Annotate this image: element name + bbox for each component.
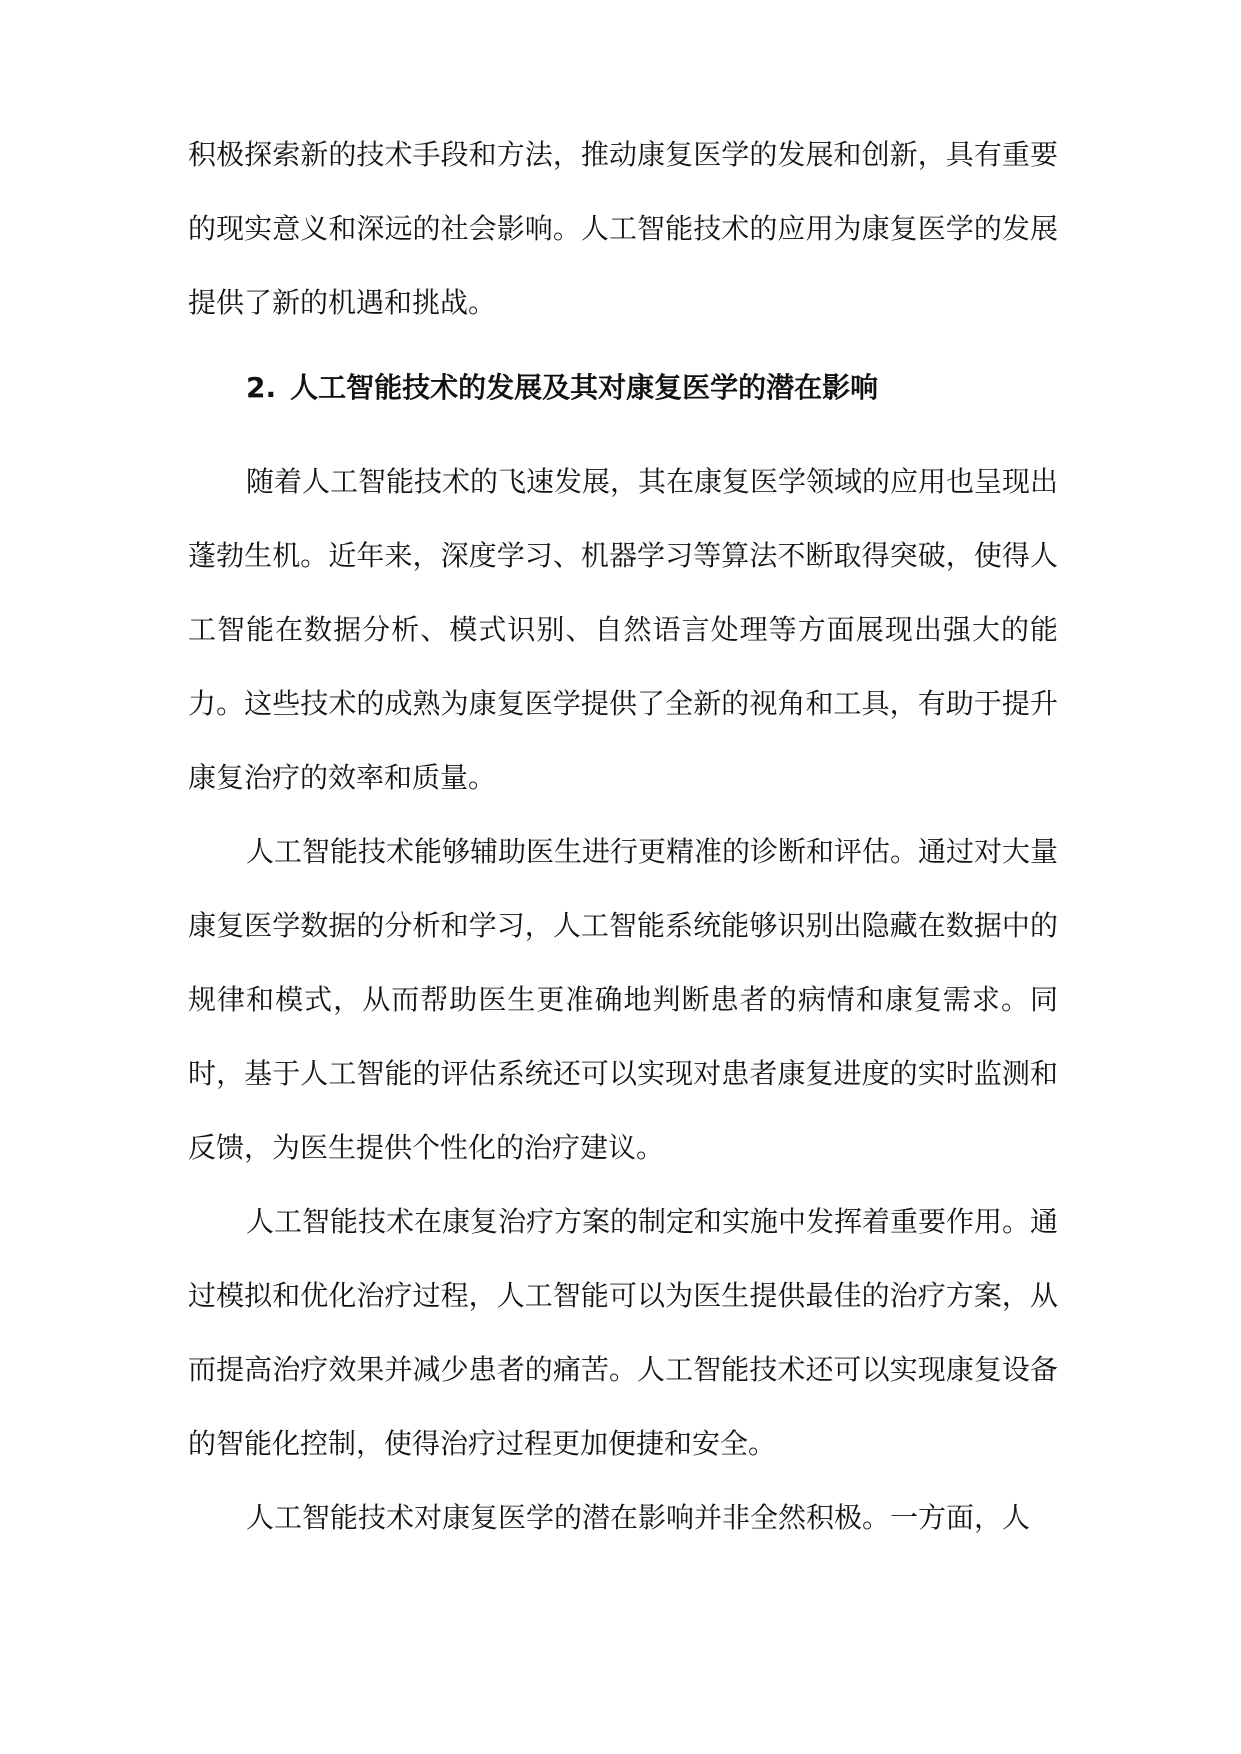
section-title: 人工智能技术的发展及其对康复医学的潜在影响 [290, 371, 879, 404]
paragraph-1: 随着人工智能技术的飞速发展，其在康复医学领域的应用也呈现出蓬勃生机。近年来，深度学习、机器学习等算法不断取得突破，使得人工智能在数据分析、模式识别、自然语言处理等方面展现出强大的能力。这些技术的成熟为康复医学提供了全新的视角和工具，有助于提升康复治疗的效率和质量。 [188, 465, 1059, 794]
section-number: 2. [246, 371, 277, 404]
section-heading [246, 368, 1058, 408]
paragraph-3: 人工智能技术在康复治疗方案的制定和实施中发挥着重要作用。通过模拟和优化治疗过程，人工智能可以为医生提供最佳的治疗方案，从而提高治疗效果并减少患者的痛苦。人工智能技术还可以实现康复设备的智能化控制，使得治疗过程更加便捷和安全。 [188, 1205, 1059, 1460]
paragraph-2: 人工智能技术能够辅助医生进行更精准的诊断和评估。通过对大量康复医学数据的分析和学习，人工智能系统能够识别出隐藏在数据中的规律和模式，从而帮助医生更准确地判断患者的病情和康复需求。同时，基于人工智能的评估系统还可以实现对患者康复进度的实时监测和反馈，为医生提供个性化的治疗建议。 [188, 835, 1059, 1164]
paragraph-4: 人工智能技术对康复医学的潜在影响并非全然积极。一方面，人 [246, 1501, 1031, 1534]
paragraph-continuation: 积极探索新的技术手段和方法，推动康复医学的发展和创新，具有重要的现实意义和深远的社会影响。人工智能技术的应用为康复医学的发展提供了新的机遇和挑战。 [188, 138, 1058, 319]
